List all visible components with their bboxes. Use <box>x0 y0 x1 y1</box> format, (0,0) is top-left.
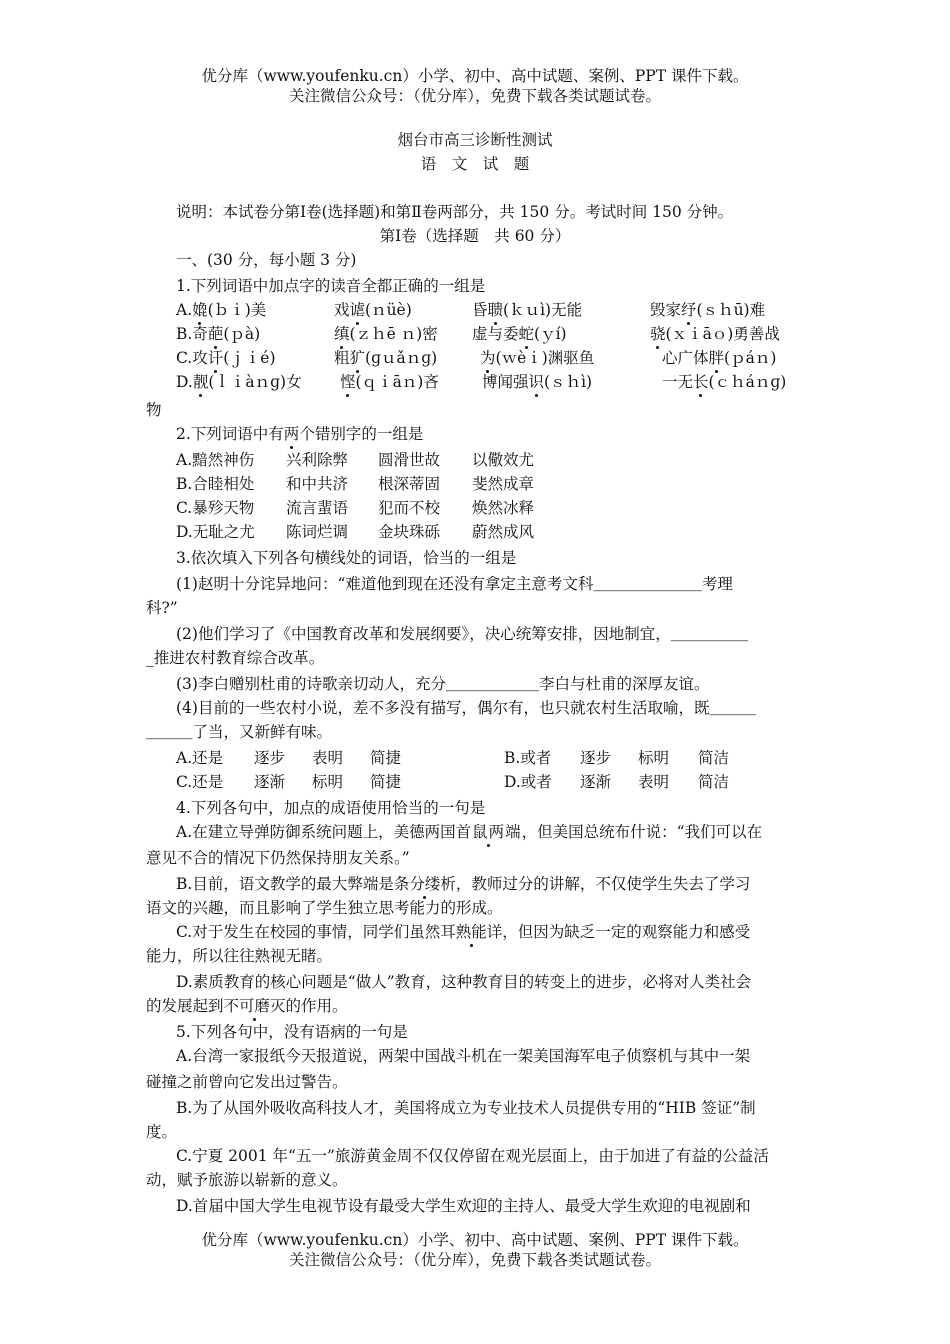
question-4-option-c: C.对于发生在校园的事情，同学们虽然耳熟能详，但因为缺乏一定的观察能力和感受 <box>176 923 751 941</box>
question-5-option-d: D.首届中国大学生电视节设有最受大学生欢迎的主持人、最受大学生欢迎的电视剧和 <box>176 1197 751 1215</box>
question-5-option-c: C.宁夏 2001 年“五一”旅游黄金周不仅仅停留在观光层面上，由于加进了有益的公益活 <box>176 1147 769 1165</box>
footer-line-1: 优分库（www.youfenku.cn）小学、初中、高中试题、案例、PPT 课件下载。 <box>201 1231 749 1249</box>
question-5-option-b: B.为了从国外吸收高科技人才，美国将成立为专业技术人员提供专用的“HIB 签证”制 <box>176 1099 756 1117</box>
question-5-stem: 5.下列各句中，没有语病的一句是 <box>176 1023 408 1041</box>
question-3-stem: 3.依次填入下列各句横线处的词语，恰当的一组是 <box>176 549 517 567</box>
question-4-option-b: B.目前，语文教学的最大弊端是条分缕析，教师过分的讲解，不仅使学生失去了学习 <box>176 875 751 893</box>
question-3-sentence-1: (1)赵明十分诧异地问：“难道他到现在还没有拿定主意考文科＿＿＿＿＿＿＿考理 <box>176 575 733 593</box>
volume-1-heading: 第Ⅰ卷（选择题 共 60 分） <box>379 227 571 245</box>
question-1-stem: 1.下列词语中加点字的读音全都正确的一组是 <box>176 277 486 295</box>
question-4-option-a-wrap: 意见不合的情况下仍然保持朋友关系。” <box>146 849 410 867</box>
question-3-sentence-4: (4)目前的一些农村小说，差不多没有描写，偶尔有，也只就农村生活取喻，既＿＿＿ <box>176 699 756 717</box>
question-3-sentence-3: (3)李白赠别杜甫的诗歌亲切动人，充分＿＿＿＿＿＿李白与杜甫的深厚友谊。 <box>176 675 710 693</box>
page-title: 烟台市高三诊断性测试 <box>397 131 553 149</box>
header-line-1: 优分库（www.youfenku.cn）小学、初中、高中试题、案例、PPT 课件下载。 <box>201 67 749 85</box>
question-5-option-b-wrap: 度。 <box>146 1123 178 1141</box>
question-5-option-a-wrap: 碰撞之前曾向它发出过警告。 <box>146 1073 348 1091</box>
question-3-sentence-4-wrap: ＿＿＿了当，又新鲜有味。 <box>146 723 333 741</box>
question-2-stem: 2.下列词语中有两个错别字的一组是 <box>176 425 424 443</box>
question-3-sentence-2: (2)他们学习了《中国教育改革和发展纲要》，决心统筹安排，因地制宜，＿＿＿＿＿ <box>176 625 749 643</box>
question-3-sentence-1-wrap: 科?” <box>146 599 178 617</box>
question-5-option-c-wrap: 动，赋予旅游以崭新的意义。 <box>146 1171 348 1189</box>
footer-line-2: 关注微信公众号：（优分库），免费下载各类试题试卷。 <box>288 1251 661 1269</box>
question-4-option-d: D.素质教育的核心问题是“做人”教育，这种教育目的转变上的进步，必将对人类社会 <box>176 973 752 991</box>
section-1-heading: 一、(30 分，每小题 3 分) <box>176 251 357 269</box>
question-4-option-a: A.在建立导弹防御系统问题上，美德两国首鼠两端，但美国总统布什说：“我们可以在 <box>176 823 763 841</box>
question-3-sentence-2-wrap: _推进农村教育综合改革。 <box>146 649 325 667</box>
question-5-option-a: A.台湾一家报纸今天报道说，两架中国战斗机在一架美国海军电子侦察机与其中一架 <box>176 1047 751 1065</box>
question-4-option-b-wrap: 语文的兴趣，而且影响了学生独立思考能力的形成。 <box>146 899 503 917</box>
question-4-option-c-wrap: 能力，所以往往熟视无睹。 <box>146 947 333 965</box>
header-line-2: 关注微信公众号：（优分库），免费下载各类试题试卷。 <box>288 87 661 105</box>
question-4-option-d-wrap: 的发展起到不可磨灭的作用。 <box>146 997 348 1015</box>
question-1-option-d-wrap: 物 <box>146 401 162 419</box>
exam-instructions: 说明：本试卷分第Ⅰ卷(选择题)和第Ⅱ卷两部分，共 150 分。考试时间 150 分钟。 <box>176 203 734 221</box>
question-4-stem: 4.下列各句中，加点的成语使用恰当的一句是 <box>176 799 486 817</box>
page-subtitle: 语 文 试 题 <box>420 155 530 173</box>
